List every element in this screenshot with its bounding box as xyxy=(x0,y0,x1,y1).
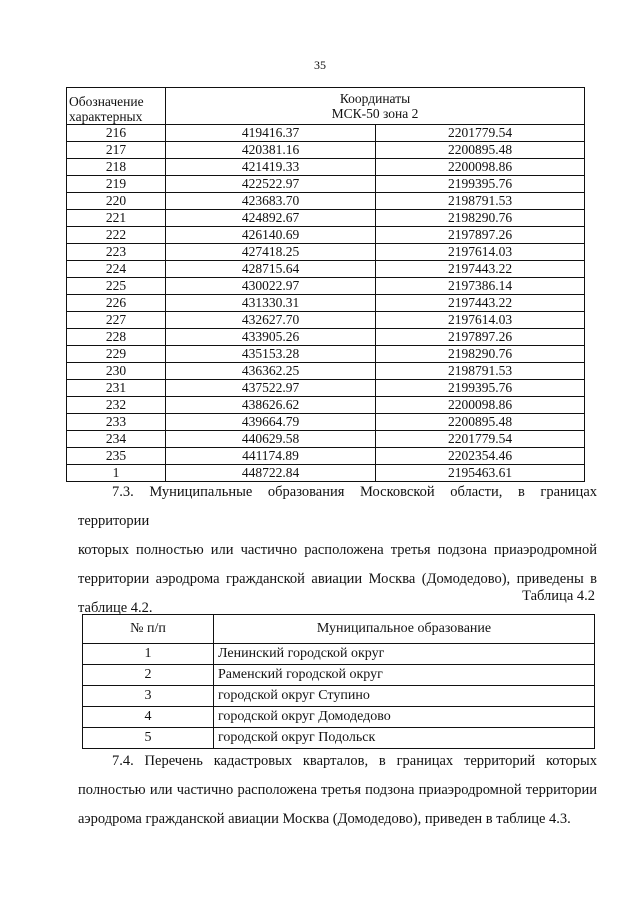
row-number-cell: 3 xyxy=(83,686,214,707)
paragraph-line: таблице 4.2. xyxy=(78,600,153,616)
coordinates-row xyxy=(67,159,585,176)
coordinate-y-cell: 2198791.53 xyxy=(376,193,585,210)
coordinates-row xyxy=(67,295,585,312)
coordinate-x-cell: 432627.70 xyxy=(166,312,376,329)
point-number-cell: 226 xyxy=(67,295,166,312)
coordinate-y-cell: 2198791.53 xyxy=(376,363,585,380)
coordinate-x-cell: 423683.70 xyxy=(166,193,376,210)
coordinate-x-cell: 421419.33 xyxy=(166,159,376,176)
point-number-cell: 1 xyxy=(67,465,166,482)
coordinate-x-cell: 438626.62 xyxy=(166,397,376,414)
coordinate-y-cell: 2199395.76 xyxy=(376,380,585,397)
row-number-cell: 4 xyxy=(83,707,214,728)
coordinate-y-cell: 2197897.26 xyxy=(376,227,585,244)
point-number-cell: 219 xyxy=(67,176,166,193)
header-coordinate-system: МСК-50 зона 2 xyxy=(331,106,419,121)
coordinate-x-cell: 427418.25 xyxy=(166,244,376,261)
point-number-cell: 225 xyxy=(67,278,166,295)
point-number-cell: 233 xyxy=(67,414,166,431)
municipality-name-cell: городской округ Подольск xyxy=(214,728,595,749)
municipality-row xyxy=(83,644,595,665)
coordinate-x-cell: 424892.67 xyxy=(166,210,376,227)
coordinate-y-cell: 2197614.03 xyxy=(376,312,585,329)
paragraph-line: которых полностью или частично расположена третья подзона приаэродромной xyxy=(78,542,597,558)
paragraph-line: территории аэродрома гражданской авиации Москва (Домодедово), приведены в xyxy=(78,571,597,587)
coordinate-x-cell: 440629.58 xyxy=(166,431,376,448)
point-number-cell: 216 xyxy=(67,125,166,142)
coordinates-row xyxy=(67,210,585,227)
coordinate-x-cell: 430022.97 xyxy=(166,278,376,295)
point-number-cell: 230 xyxy=(67,363,166,380)
coordinate-x-cell: 441174.89 xyxy=(166,448,376,465)
coordinates-table-body xyxy=(67,125,585,482)
municipalities-table-header xyxy=(83,615,595,644)
coordinate-x-cell: 419416.37 xyxy=(166,125,376,142)
point-number-cell: 220 xyxy=(67,193,166,210)
coordinate-y-cell: 2197614.03 xyxy=(376,244,585,261)
coordinates-row xyxy=(67,329,585,346)
municipalities-table xyxy=(82,614,595,749)
coordinates-row xyxy=(67,414,585,431)
point-number-cell: 228 xyxy=(67,329,166,346)
coordinate-x-cell: 426140.69 xyxy=(166,227,376,244)
table-4-2-caption: Таблица 4.2 xyxy=(522,588,595,604)
point-number-cell: 217 xyxy=(67,142,166,159)
coordinate-y-cell: 2197443.22 xyxy=(376,295,585,312)
coordinate-y-cell: 2197897.26 xyxy=(376,329,585,346)
coordinates-row xyxy=(67,312,585,329)
coordinates-row xyxy=(67,278,585,295)
coordinate-y-cell: 2197386.14 xyxy=(376,278,585,295)
coordinate-x-cell: 420381.16 xyxy=(166,142,376,159)
coordinate-x-cell: 431330.31 xyxy=(166,295,376,312)
coordinate-y-cell: 2200895.48 xyxy=(376,142,585,159)
coordinates-row xyxy=(67,261,585,278)
coordinate-x-cell: 422522.97 xyxy=(166,176,376,193)
municipality-name-cell: Раменский городской округ xyxy=(214,665,595,686)
point-number-cell: 227 xyxy=(67,312,166,329)
coordinate-y-cell: 2197443.22 xyxy=(376,261,585,278)
coordinates-row xyxy=(67,227,585,244)
header-row-number: № п/п xyxy=(83,615,214,644)
coordinate-x-cell: 436362.25 xyxy=(166,363,376,380)
paragraph-line: полностью или частично расположена третья подзона приаэродромной территории xyxy=(78,782,597,798)
coordinate-x-cell: 435153.28 xyxy=(166,346,376,363)
paragraph-7-4 xyxy=(78,747,597,834)
coordinate-y-cell: 2200895.48 xyxy=(376,414,585,431)
municipality-row xyxy=(83,728,595,749)
coordinates-row xyxy=(67,431,585,448)
point-number-cell: 222 xyxy=(67,227,166,244)
municipalities-table-body xyxy=(83,644,595,749)
point-number-cell: 234 xyxy=(67,431,166,448)
coordinates-row xyxy=(67,176,585,193)
coordinate-y-cell: 2199395.76 xyxy=(376,176,585,193)
point-number-cell: 231 xyxy=(67,380,166,397)
coordinate-y-cell: 2201779.54 xyxy=(376,125,585,142)
header-point-label: Обозначение характерных xyxy=(67,88,166,125)
point-number-cell: 218 xyxy=(67,159,166,176)
paragraph-line: аэродрома гражданской авиации Москва (Домодедово), приведен в таблице 4.3. xyxy=(78,811,571,827)
coordinate-y-cell: 2198290.76 xyxy=(376,210,585,227)
coordinate-y-cell: 2200098.86 xyxy=(376,159,585,176)
point-number-cell: 223 xyxy=(67,244,166,261)
coordinate-y-cell: 2195463.61 xyxy=(376,465,585,482)
point-number-cell: 235 xyxy=(67,448,166,465)
coordinates-row xyxy=(67,142,585,159)
coordinates-row xyxy=(67,448,585,465)
point-number-cell: 224 xyxy=(67,261,166,278)
coordinate-x-cell: 433905.26 xyxy=(166,329,376,346)
row-number-cell: 2 xyxy=(83,665,214,686)
header-coordinates-title: Координаты xyxy=(339,91,411,106)
coordinates-table-header xyxy=(67,88,585,125)
coordinates-row xyxy=(67,125,585,142)
page-number: 35 xyxy=(314,58,326,72)
municipality-name-cell: городской округ Домодедово xyxy=(214,707,595,728)
point-number-cell: 232 xyxy=(67,397,166,414)
coordinates-row xyxy=(67,244,585,261)
coordinates-row xyxy=(67,193,585,210)
municipality-row xyxy=(83,707,595,728)
coordinate-y-cell: 2202354.46 xyxy=(376,448,585,465)
coordinate-x-cell: 437522.97 xyxy=(166,380,376,397)
paragraph-line: 7.3. Муниципальные образования Московской области, в границах территории xyxy=(78,484,597,529)
point-number-cell: 229 xyxy=(67,346,166,363)
row-number-cell: 1 xyxy=(83,644,214,665)
coordinates-row xyxy=(67,380,585,397)
coordinate-x-cell: 439664.79 xyxy=(166,414,376,431)
header-coordinates xyxy=(166,88,585,125)
header-municipality: Муниципальное образование xyxy=(214,615,595,644)
coordinates-row xyxy=(67,363,585,380)
municipality-name-cell: Ленинский городской округ xyxy=(214,644,595,665)
municipality-row xyxy=(83,665,595,686)
coordinates-table xyxy=(66,87,585,482)
coordinate-y-cell: 2198290.76 xyxy=(376,346,585,363)
point-number-cell: 221 xyxy=(67,210,166,227)
coordinate-x-cell: 428715.64 xyxy=(166,261,376,278)
coordinate-y-cell: 2200098.86 xyxy=(376,397,585,414)
paragraph-line: 7.4. Перечень кадастровых кварталов, в границах территорий которых xyxy=(112,753,597,769)
coordinates-row xyxy=(67,346,585,363)
coordinate-x-cell: 448722.84 xyxy=(166,465,376,482)
coordinates-row xyxy=(67,397,585,414)
coordinate-y-cell: 2201779.54 xyxy=(376,431,585,448)
row-number-cell: 5 xyxy=(83,728,214,749)
municipality-name-cell: городской округ Ступино xyxy=(214,686,595,707)
municipality-row xyxy=(83,686,595,707)
